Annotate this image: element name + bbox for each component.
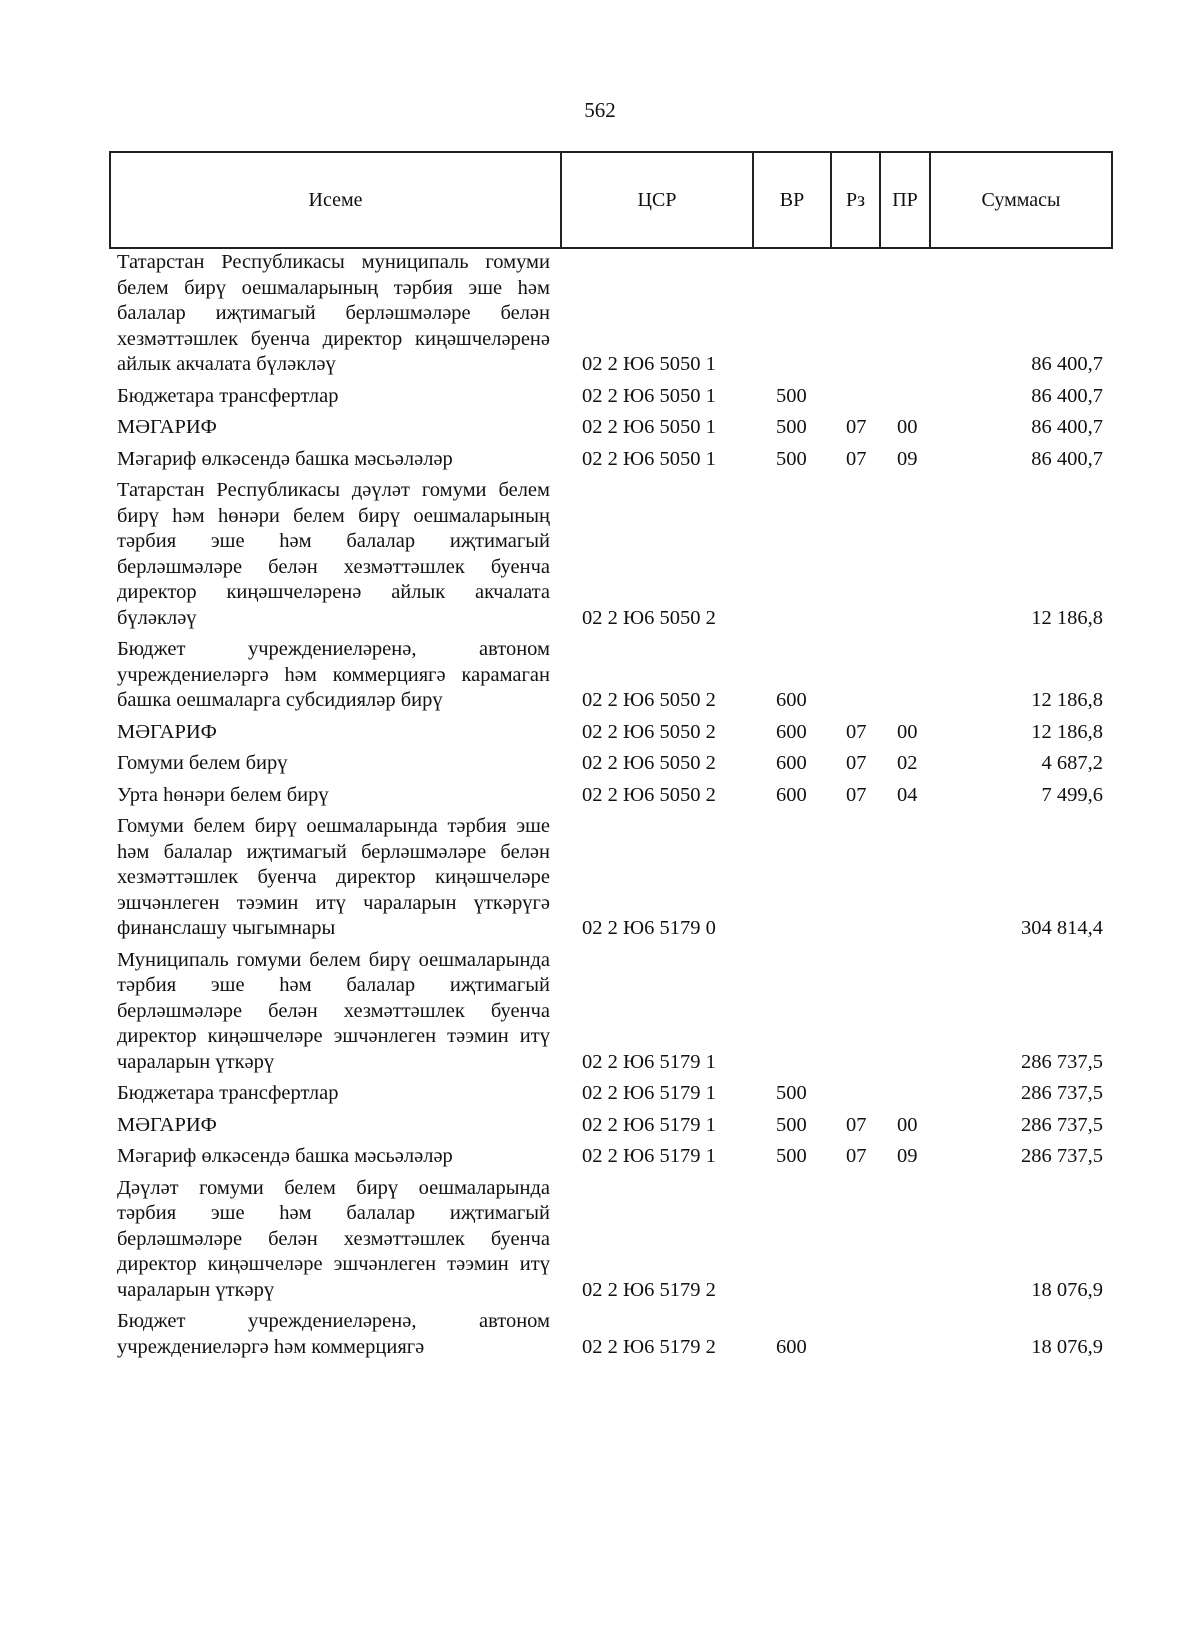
row-sum: 86 400,7 <box>1031 447 1103 470</box>
table-row <box>117 1144 1113 1170</box>
row-vr: 500 <box>776 1145 807 1167</box>
row-name: МӘГАРИФ <box>117 416 217 438</box>
table-row <box>117 1309 1113 1360</box>
row-sum: 12 186,8 <box>1031 606 1103 629</box>
row-csr: 02 2 Ю6 5050 2 <box>582 720 716 743</box>
row-csr: 02 2 Ю6 5050 2 <box>582 752 716 774</box>
row-csr: 02 2 Ю6 5179 2 <box>582 1335 716 1358</box>
row-csr: 02 2 Ю6 5179 2 <box>582 1278 716 1301</box>
table-row <box>117 447 1113 473</box>
row-name: Татарстан Республикасы дәүләт гомуми белем бирү һәм һөнәри белем бирү оешмаларының тәрбия эше һәм балалар иҗтимагый берләшмәләре белән хезмәттәшлек буенча директор киңәшчеләренә айлык акчалата бүләкләү <box>117 479 550 629</box>
row-rz: 07 <box>846 416 867 438</box>
row-sum: 7 499,6 <box>1041 783 1103 806</box>
row-vr: 600 <box>776 1335 807 1358</box>
table-row <box>117 250 1113 378</box>
row-rz: 07 <box>846 752 867 774</box>
row-pr: 00 <box>897 416 918 438</box>
row-rz: 07 <box>846 720 867 743</box>
table-header <box>109 151 1113 249</box>
row-name: Дәүләт гомуми белем бирү оешмаларында тәрбия эше һәм балалар иҗтимагый берләшмәләре белән хезмәттәшлек буенча директор киңәшчеләре эшчәнлеген тәэмин итү чараларын үткәрү <box>117 1176 550 1301</box>
row-csr: 02 2 Ю6 5179 1 <box>582 1082 716 1104</box>
row-name: Гомуми белем бирү <box>117 752 288 774</box>
row-pr: 09 <box>897 1145 918 1167</box>
row-name: Бюджетара трансфертлар <box>117 384 339 407</box>
row-sum: 18 076,9 <box>1031 1278 1103 1301</box>
row-csr: 02 2 Ю6 5179 0 <box>582 917 716 939</box>
row-vr: 500 <box>776 416 807 438</box>
row-sum: 12 186,8 <box>1031 720 1103 743</box>
row-csr: 02 2 Ю6 5179 1 <box>582 1145 716 1167</box>
row-sum: 4 687,2 <box>1041 752 1103 774</box>
header-vr: ВР <box>754 153 832 247</box>
row-csr: 02 2 Ю6 5050 1 <box>582 353 716 375</box>
row-name: Татарстан Республикасы муниципаль гомуми белем бирү оешмаларының тәрбия эше һәм балалар иҗтимагый берләшмәләре белән хезмәттәшлек буенча директор киңәшчеләренә айлык акчалата бүләкләү <box>117 251 550 375</box>
table-row <box>117 1081 1113 1107</box>
table-row <box>117 637 1113 714</box>
row-name: МӘГАРИФ <box>117 720 217 743</box>
row-csr: 02 2 Ю6 5050 1 <box>582 416 716 438</box>
row-pr: 02 <box>897 752 918 774</box>
row-name: Мәгариф өлкәсендә башка мәсьәләләр <box>117 447 453 470</box>
table-row <box>117 1176 1113 1304</box>
row-vr: 500 <box>776 384 807 407</box>
row-sum: 12 186,8 <box>1031 689 1103 711</box>
row-csr: 02 2 Ю6 5179 1 <box>582 1113 716 1136</box>
table-row <box>117 814 1113 942</box>
header-rz: Рз <box>832 153 881 247</box>
row-rz: 07 <box>846 1145 867 1167</box>
row-pr: 04 <box>897 783 918 806</box>
row-csr: 02 2 Ю6 5050 1 <box>582 384 716 407</box>
row-sum: 286 737,5 <box>1021 1082 1103 1104</box>
row-csr: 02 2 Ю6 5050 2 <box>582 689 716 711</box>
row-rz: 07 <box>846 447 867 470</box>
row-vr: 600 <box>776 720 807 743</box>
row-vr: 500 <box>776 1113 807 1136</box>
row-csr: 02 2 Ю6 5050 1 <box>582 447 716 470</box>
row-vr: 500 <box>776 1082 807 1104</box>
row-sum: 286 737,5 <box>1021 1145 1103 1167</box>
row-name: Бюджет учреждениеләренә, автоном учреждениеләргә һәм коммерциягә карамаган башка оешмаларга субсидияләр бирү <box>117 638 550 711</box>
row-pr: 00 <box>897 1113 918 1136</box>
page-number: 562 <box>584 98 616 122</box>
table-row <box>117 751 1113 777</box>
row-csr: 02 2 Ю6 5050 2 <box>582 606 716 629</box>
row-name: Муниципаль гомуми белем бирү оешмаларында тәрбия эше һәм балалар иҗтимагый берләшмәләре белән хезмәттәшлек буенча директор киңәшчеләре эшчәнлеген тәэмин итү чараларын үткәрү <box>117 948 550 1073</box>
row-sum: 286 737,5 <box>1021 1050 1103 1073</box>
table-body <box>117 250 1113 1366</box>
row-name: Урта һөнәри белем бирү <box>117 783 329 806</box>
row-csr: 02 2 Ю6 5179 1 <box>582 1050 716 1073</box>
table-row <box>117 783 1113 809</box>
table-row <box>117 415 1113 441</box>
row-name: МӘГАРИФ <box>117 1113 217 1136</box>
table-row <box>117 478 1113 631</box>
row-csr: 02 2 Ю6 5050 2 <box>582 783 716 806</box>
row-rz: 07 <box>846 1113 867 1136</box>
row-sum: 286 737,5 <box>1021 1113 1103 1136</box>
table-row <box>117 384 1113 410</box>
row-pr: 09 <box>897 447 918 470</box>
row-vr: 600 <box>776 689 807 711</box>
row-sum: 304 814,4 <box>1021 917 1103 939</box>
header-name: Исеме <box>111 153 562 247</box>
table-row <box>117 948 1113 1076</box>
row-vr: 600 <box>776 783 807 806</box>
header-csr: ЦСР <box>562 153 754 247</box>
row-name: Бюджетара трансфертлар <box>117 1082 339 1104</box>
row-vr: 600 <box>776 752 807 774</box>
row-name: Гомуми белем бирү оешмаларында тәрбия эше һәм балалар иҗтимагый берләшмәләре белән хезмәттәшлек буенча директор киңәшчеләре эшчәнлеген тәэмин итү чараларын үткәрүгә финанслашу чыгымнары <box>117 815 550 939</box>
row-name: Бюджет учреждениеләренә, автоном учреждениеләргә һәм коммерциягә <box>117 1310 550 1358</box>
row-sum: 86 400,7 <box>1031 416 1103 438</box>
row-sum: 18 076,9 <box>1031 1335 1103 1358</box>
header-pr: ПР <box>881 153 931 247</box>
row-pr: 00 <box>897 720 918 743</box>
row-vr: 500 <box>776 447 807 470</box>
row-sum: 86 400,7 <box>1031 353 1103 375</box>
row-name: Мәгариф өлкәсендә башка мәсьәләләр <box>117 1145 453 1167</box>
table-row <box>117 1113 1113 1139</box>
row-sum: 86 400,7 <box>1031 384 1103 407</box>
header-sum: Суммасы <box>981 188 1061 211</box>
table-row <box>117 720 1113 746</box>
row-rz: 07 <box>846 783 867 806</box>
